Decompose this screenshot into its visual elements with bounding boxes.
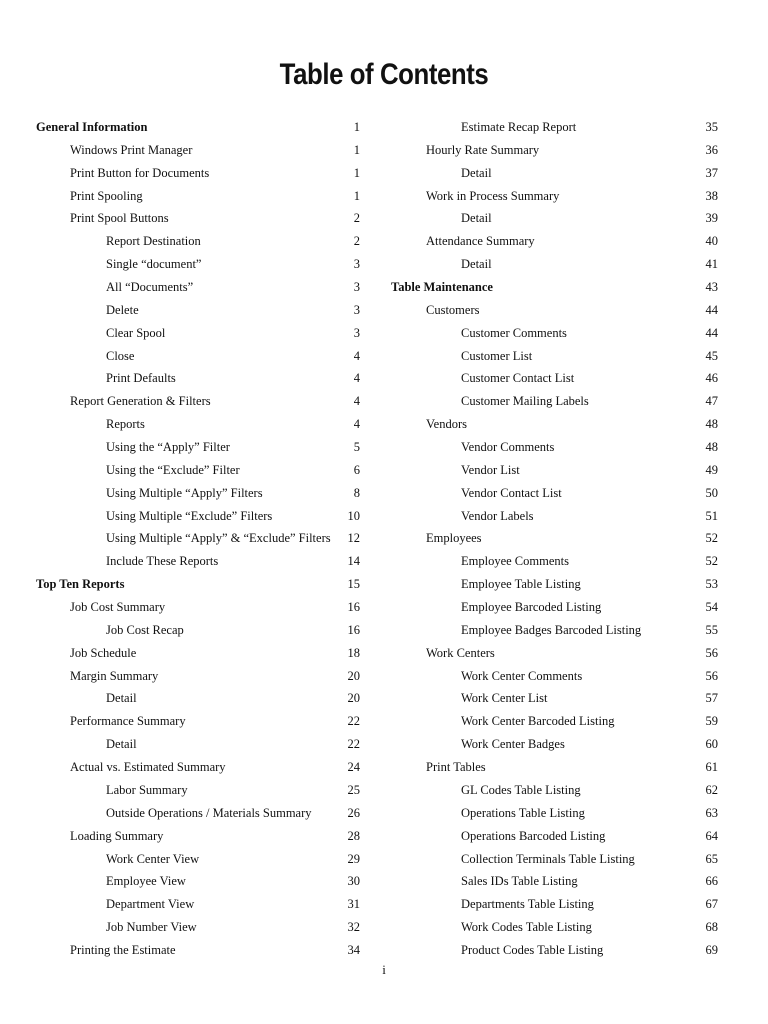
toc-entry-label: Customer List — [461, 348, 533, 363]
toc-entry[interactable] — [0, 870, 360, 893]
toc-entry-page-number: 38 — [705, 188, 718, 203]
toc-entry[interactable] — [0, 162, 360, 185]
toc-entry-label: Outside Operations / Materials Summary — [106, 805, 312, 820]
toc-entry-label: Department View — [106, 897, 195, 912]
toc-entry-page-number: 1 — [353, 142, 360, 157]
page-number-footer: i — [382, 962, 386, 977]
toc-entry-page-number: 59 — [705, 714, 718, 729]
toc-entry-page-number: 30 — [347, 874, 360, 889]
toc-entry-page-number: 10 — [347, 508, 360, 523]
toc-entry[interactable] — [0, 505, 360, 528]
toc-entry-label: Detail — [106, 737, 137, 752]
toc-left-column — [0, 116, 360, 962]
toc-entry[interactable] — [353, 253, 718, 276]
toc-entry-page-number: 3 — [353, 302, 360, 317]
toc-entry-label: Customer Contact List — [461, 371, 575, 386]
toc-entry-label: Job Cost Recap — [106, 622, 184, 637]
toc-entry-label: Close — [106, 348, 135, 363]
toc-entry-label: General Information — [36, 120, 148, 134]
toc-entry[interactable] — [353, 367, 718, 390]
toc-entry-label: Job Cost Summary — [70, 600, 166, 615]
toc-entry-label: Work Center View — [106, 851, 200, 866]
toc-entry-label: Print Spooling — [70, 188, 143, 203]
toc-entry-label: Work in Process Summary — [426, 188, 560, 203]
toc-entry[interactable] — [0, 665, 360, 688]
toc-entry-page-number: 2 — [353, 211, 360, 226]
toc-entry-label: Margin Summary — [70, 668, 159, 683]
toc-entry[interactable] — [356, 505, 718, 528]
toc-entry[interactable] — [356, 939, 718, 962]
toc-entry-label: Work Center Comments — [461, 668, 583, 683]
toc-entry[interactable] — [0, 253, 360, 276]
toc-entry-label: Vendor Contact List — [461, 485, 562, 500]
toc-entry-page-number: 66 — [705, 874, 718, 889]
toc-entry-label: Vendor List — [461, 462, 520, 477]
toc-entry[interactable] — [356, 619, 718, 642]
toc-entry-label: Employees — [426, 531, 482, 546]
toc-entry-label: Printing the Estimate — [70, 942, 176, 957]
toc-entry-page-number: 1 — [353, 188, 360, 203]
toc-entry-label: Work Center Barcoded Listing — [461, 714, 615, 729]
toc-entry[interactable] — [353, 185, 718, 208]
toc-entry-label: Clear Spool — [106, 325, 166, 340]
toc-entry-page-number: 43 — [705, 280, 718, 295]
toc-entry-page-number: 61 — [705, 760, 718, 775]
toc-entry-label: Detail — [106, 691, 137, 706]
toc-entry[interactable] — [356, 665, 718, 688]
toc-entry-page-number: 41 — [705, 257, 718, 272]
toc-entry-label: Vendor Comments — [461, 440, 555, 455]
toc-entry-page-number: 60 — [705, 737, 718, 752]
toc-entry-page-number: 36 — [705, 142, 718, 157]
toc-entry[interactable] — [353, 390, 718, 413]
toc-entry-page-number: 47 — [705, 394, 718, 409]
toc-entry-label: Customer Comments — [461, 325, 567, 340]
toc-entry-page-number: 1 — [353, 120, 360, 134]
toc-entry[interactable] — [356, 848, 718, 871]
toc-entry-page-number: 54 — [705, 600, 718, 615]
toc-entry-page-number: 51 — [705, 508, 718, 523]
toc-entry-label: Using Multiple “Apply” & “Exclude” Filters — [106, 531, 331, 546]
toc-entry[interactable] — [0, 230, 360, 253]
toc-entry-label: Table Maintenance — [391, 280, 493, 295]
toc-entry-label: Windows Print Manager — [70, 142, 193, 157]
toc-entry-page-number: 69 — [705, 942, 718, 957]
toc-entry-label: All “Documents” — [106, 280, 194, 295]
toc-entry-label: Print Spool Buttons — [70, 211, 169, 226]
toc-entry[interactable] — [0, 802, 360, 825]
toc-entry-label: Reports — [106, 417, 145, 432]
toc-entry-label: Collection Terminals Table Listing — [461, 851, 635, 866]
toc-entry-label: Customers — [426, 302, 480, 317]
toc-entry-page-number: 64 — [705, 828, 718, 843]
toc-section-heading[interactable] — [353, 276, 718, 299]
toc-entry[interactable] — [0, 276, 360, 299]
toc-entry-label: Estimate Recap Report — [461, 120, 577, 134]
toc-entry-label: Work Center List — [461, 691, 548, 706]
toc-entry[interactable] — [0, 596, 360, 619]
toc-entry-page-number: 56 — [705, 668, 718, 683]
toc-entry-label: Delete — [106, 302, 139, 317]
toc-entry[interactable] — [353, 207, 718, 230]
toc-entry[interactable] — [0, 367, 360, 390]
toc-entry-page-number: 2 — [353, 234, 360, 249]
toc-entry-page-number: 24 — [347, 760, 360, 775]
toc-entry-label: Detail — [461, 257, 492, 272]
toc-entry-page-number: 22 — [347, 737, 360, 752]
toc-entry[interactable] — [0, 848, 360, 871]
toc-entry[interactable] — [356, 573, 718, 596]
toc-entry[interactable] — [353, 436, 718, 459]
toc-entry[interactable] — [356, 756, 718, 779]
toc-entry-label: Product Codes Table Listing — [461, 942, 604, 957]
toc-entry-page-number: 62 — [705, 782, 718, 797]
toc-entry-page-number: 16 — [347, 622, 360, 637]
toc-entry-page-number: 18 — [347, 645, 360, 660]
toc-entry-label: Performance Summary — [70, 714, 186, 729]
toc-entry-page-number: 44 — [705, 302, 718, 317]
toc-entry[interactable] — [356, 802, 718, 825]
toc-entry-page-number: 14 — [347, 554, 360, 569]
toc-entry-label: Print Defaults — [106, 371, 176, 386]
toc-entry[interactable] — [0, 893, 360, 916]
toc-entry-page-number: 1 — [353, 165, 360, 180]
toc-entry-page-number: 4 — [353, 348, 360, 363]
toc-entry[interactable] — [356, 527, 718, 550]
toc-entry[interactable] — [353, 413, 718, 436]
toc-entry-page-number: 53 — [705, 577, 718, 592]
toc-entry-label: Job Number View — [106, 920, 197, 935]
toc-entry-label: Attendance Summary — [426, 234, 535, 249]
toc-entry[interactable] — [353, 299, 718, 322]
toc-entry-label: Employee Comments — [461, 554, 569, 569]
toc-entry[interactable] — [0, 916, 360, 939]
toc-section-heading[interactable] — [0, 116, 360, 139]
toc-entry[interactable] — [0, 779, 360, 802]
toc-entry[interactable] — [353, 322, 718, 345]
toc-entry-page-number: 12 — [347, 531, 360, 546]
toc-entry[interactable] — [0, 687, 360, 710]
toc-entry-page-number: 32 — [347, 920, 360, 935]
toc-entry-label: GL Codes Table Listing — [461, 782, 581, 797]
toc-entry-page-number: 20 — [347, 668, 360, 683]
toc-entry-label: Print Button for Documents — [70, 165, 210, 180]
toc-entry-label: Hourly Rate Summary — [426, 142, 540, 157]
toc-entry-page-number: 26 — [347, 805, 360, 820]
toc-entry[interactable] — [0, 413, 360, 436]
toc-entry-page-number: 50 — [705, 485, 718, 500]
toc-entry[interactable] — [353, 116, 718, 139]
toc-entry-page-number: 63 — [705, 805, 718, 820]
toc-entry-label: Report Destination — [106, 234, 201, 249]
toc-entry-page-number: 28 — [347, 828, 360, 843]
toc-entry-page-number: 3 — [353, 257, 360, 272]
toc-entry-page-number: 44 — [705, 325, 718, 340]
toc-entry-page-number: 20 — [347, 691, 360, 706]
toc-entry-label: Work Center Badges — [461, 737, 565, 752]
toc-entry[interactable] — [356, 550, 718, 573]
toc-entry-page-number: 67 — [705, 897, 718, 912]
toc-entry-label: Loading Summary — [70, 828, 164, 843]
toc-entry-label: Top Ten Reports — [36, 577, 125, 592]
toc-entry-page-number: 68 — [705, 920, 718, 935]
toc-section-heading[interactable] — [0, 573, 360, 596]
toc-entry-label: Using Multiple “Apply” Filters — [106, 485, 263, 500]
toc-entry-label: Employee Barcoded Listing — [461, 600, 602, 615]
toc-entry-label: Using the “Exclude” Filter — [106, 462, 240, 477]
toc-entry[interactable] — [0, 185, 360, 208]
toc-entry[interactable] — [353, 139, 718, 162]
toc-entry[interactable] — [0, 299, 360, 322]
toc-entry-page-number: 3 — [353, 280, 360, 295]
toc-entry[interactable] — [0, 710, 360, 733]
toc-entry[interactable] — [0, 527, 360, 550]
toc-entry-page-number: 46 — [705, 371, 718, 386]
toc-entry[interactable] — [356, 893, 718, 916]
toc-entry-label: Detail — [461, 211, 492, 226]
toc-entry-page-number: 34 — [347, 942, 360, 957]
toc-entry-page-number: 55 — [705, 622, 718, 637]
toc-entry-page-number: 40 — [705, 234, 718, 249]
toc-entry[interactable] — [353, 482, 718, 505]
toc-entry[interactable] — [356, 825, 718, 848]
toc-entry[interactable] — [356, 642, 718, 665]
toc-entry[interactable] — [356, 779, 718, 802]
toc-entry-page-number: 25 — [347, 782, 360, 797]
toc-entry[interactable] — [0, 619, 360, 642]
toc-entry-label: Vendors — [426, 417, 467, 432]
toc-entry-page-number: 6 — [353, 462, 360, 477]
toc-entry[interactable] — [356, 733, 718, 756]
toc-entry[interactable] — [0, 139, 360, 162]
toc-entry[interactable] — [0, 642, 360, 665]
page-title: Table of Contents — [279, 58, 489, 91]
toc-entry-page-number: 8 — [353, 485, 360, 500]
toc-entry-page-number: 48 — [705, 417, 718, 432]
toc-entry[interactable] — [0, 733, 360, 756]
toc-entry[interactable] — [353, 459, 718, 482]
toc-entry[interactable] — [0, 322, 360, 345]
toc-entry-label: Actual vs. Estimated Summary — [70, 760, 226, 775]
toc-entry-label: Single “document” — [106, 257, 202, 272]
toc-entry-page-number: 48 — [705, 440, 718, 455]
toc-entry-page-number: 35 — [705, 120, 718, 134]
toc-entry[interactable] — [353, 162, 718, 185]
toc-entry[interactable] — [0, 939, 360, 962]
toc-entry-label: Operations Table Listing — [461, 805, 585, 820]
toc-entry-page-number: 4 — [353, 371, 360, 386]
toc-entry-page-number: 37 — [705, 165, 718, 180]
toc-entry-label: Employee Badges Barcoded Listing — [461, 622, 642, 637]
toc-entry[interactable] — [0, 550, 360, 573]
toc-entry-label: Include These Reports — [106, 554, 219, 569]
toc-entry-label: Using the “Apply” Filter — [106, 440, 230, 455]
toc-entry-page-number: 52 — [705, 531, 718, 546]
toc-entry-page-number: 22 — [347, 714, 360, 729]
toc-entry[interactable] — [0, 207, 360, 230]
toc-entry[interactable] — [356, 710, 718, 733]
toc-entry-page-number: 3 — [353, 325, 360, 340]
toc-entry-label: Sales IDs Table Listing — [461, 874, 578, 889]
toc-entry-label: Work Codes Table Listing — [461, 920, 592, 935]
toc-entry-page-number: 65 — [705, 851, 718, 866]
toc-entry-label: Work Centers — [426, 645, 495, 660]
toc-entry-label: Print Tables — [426, 760, 486, 775]
toc-entry[interactable] — [0, 459, 360, 482]
toc-entry-page-number: 56 — [705, 645, 718, 660]
toc-entry[interactable] — [353, 345, 718, 368]
toc-entry-page-number: 49 — [705, 462, 718, 477]
toc-entry-page-number: 4 — [353, 417, 360, 432]
toc-entry[interactable] — [356, 596, 718, 619]
toc-entry-label: Labor Summary — [106, 782, 188, 797]
toc-entry[interactable] — [356, 687, 718, 710]
toc-entry-page-number: 52 — [705, 554, 718, 569]
toc-entry-page-number: 39 — [705, 211, 718, 226]
toc-entry[interactable] — [353, 230, 718, 253]
toc-entry-label: Operations Barcoded Listing — [461, 828, 606, 843]
toc-entry[interactable] — [0, 756, 360, 779]
toc-entry-page-number: 57 — [705, 691, 718, 706]
toc-entry-label: Using Multiple “Exclude” Filters — [106, 508, 273, 523]
toc-entry[interactable] — [356, 870, 718, 893]
toc-entry[interactable] — [0, 482, 360, 505]
toc-entry-label: Customer Mailing Labels — [461, 394, 589, 409]
toc-entry[interactable] — [0, 825, 360, 848]
toc-entry-page-number: 29 — [347, 851, 360, 866]
toc-entry-label: Report Generation & Filters — [70, 394, 211, 409]
toc-entry[interactable] — [0, 390, 360, 413]
toc-entry-page-number: 4 — [353, 394, 360, 409]
toc-entry[interactable] — [0, 345, 360, 368]
toc-entry-label: Detail — [461, 165, 492, 180]
toc-entry-label: Employee View — [106, 874, 186, 889]
toc-entry-label: Job Schedule — [70, 645, 137, 660]
toc-entry-page-number: 31 — [347, 897, 360, 912]
toc-entry-page-number: 5 — [353, 440, 360, 455]
toc-entry-page-number: 45 — [705, 348, 718, 363]
toc-entry-label: Employee Table Listing — [461, 577, 581, 592]
toc-entry-label: Vendor Labels — [461, 508, 534, 523]
toc-entry[interactable] — [0, 436, 360, 459]
toc-entry-page-number: 16 — [347, 600, 360, 615]
toc-entry-page-number: 15 — [347, 577, 360, 592]
toc-entry[interactable] — [356, 916, 718, 939]
toc-entry-label: Departments Table Listing — [461, 897, 594, 912]
